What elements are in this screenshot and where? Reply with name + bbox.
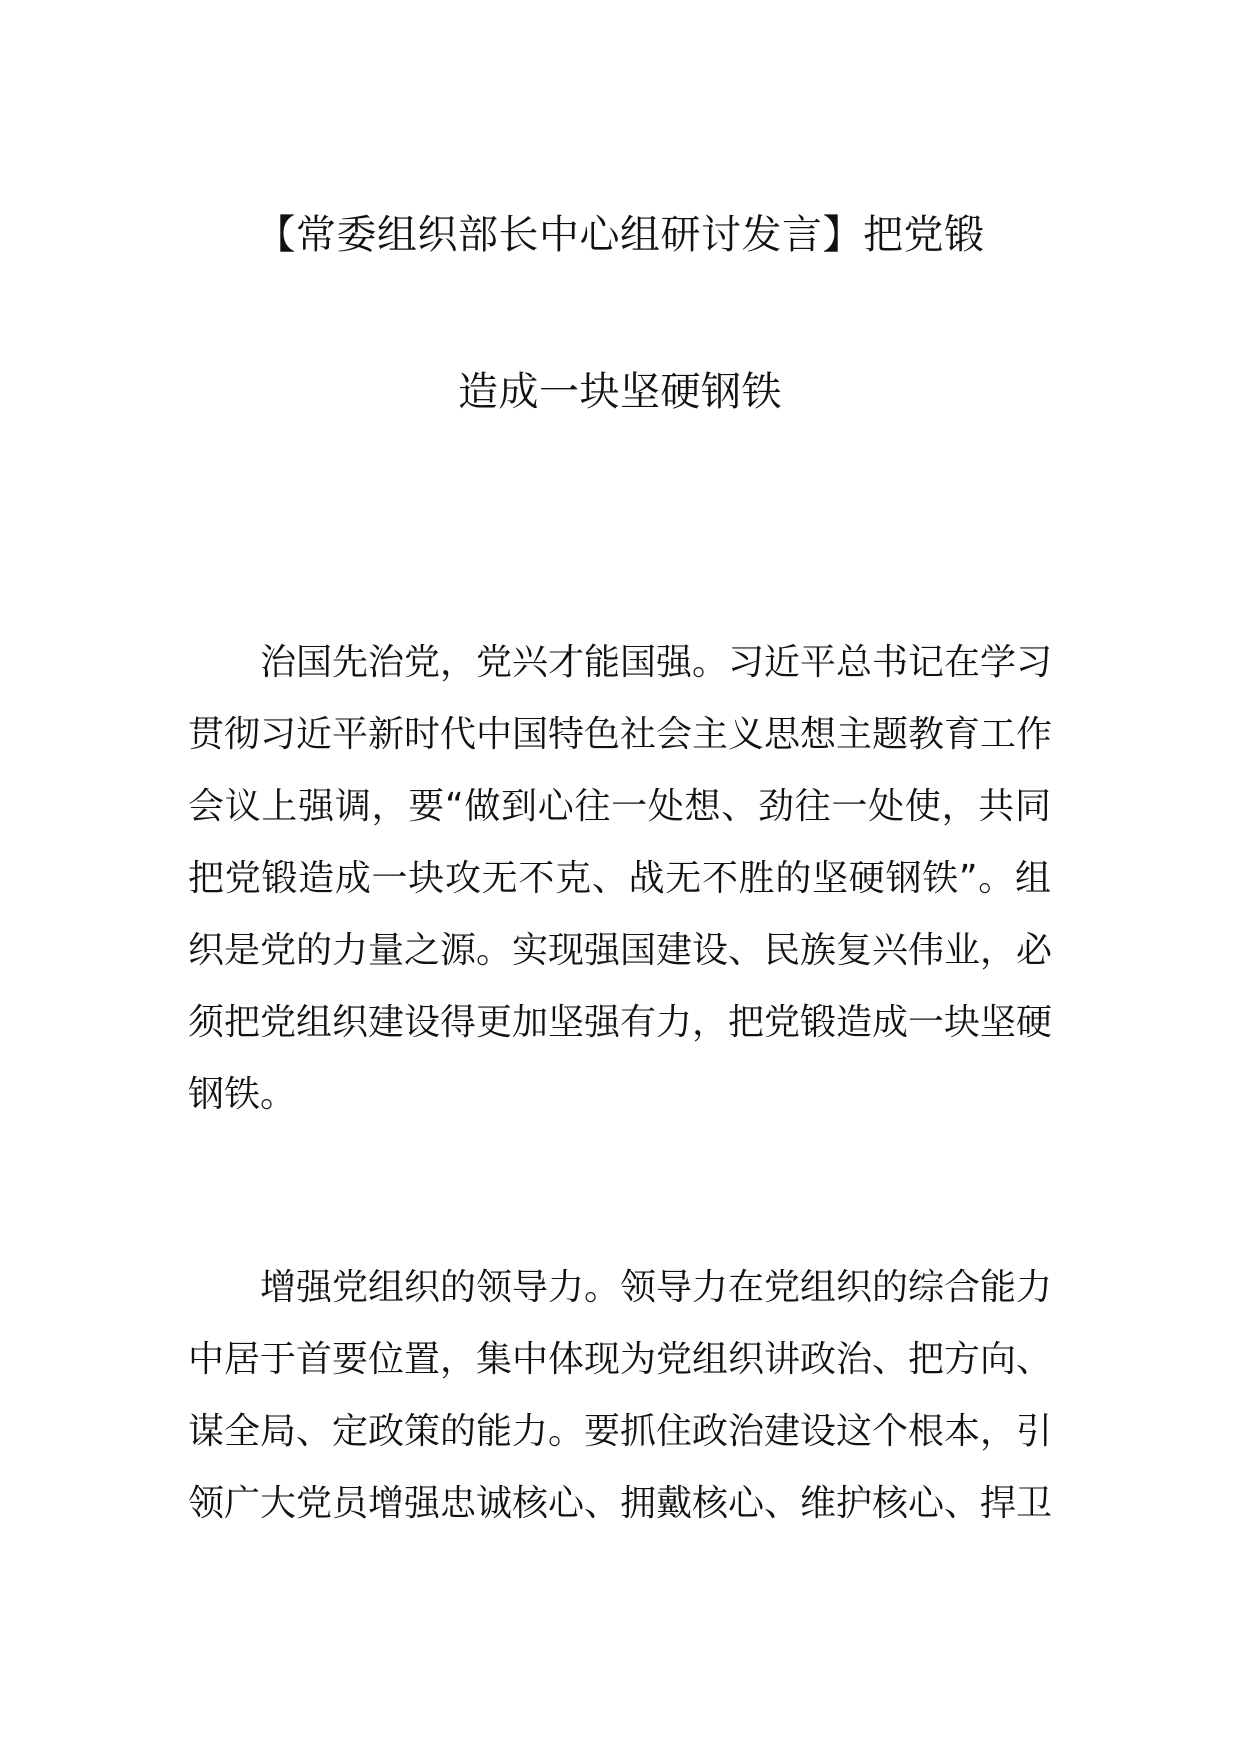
document-title-line-2: 造成一块坚硬钢铁 xyxy=(458,369,782,415)
paragraph-1-line-3: 会议上强调，要“做到心往一处想、劲往一处使，共同 xyxy=(188,786,1051,827)
paragraph-1-line-2: 贯彻习近平新时代中国特色社会主义思想主题教育工作 xyxy=(188,714,1053,755)
paragraph-2-line-3: 谋全局、定政策的能力。要抓住政治建设这个根本，引 xyxy=(188,1411,1053,1452)
paragraph-2-line-1: 增强党组织的领导力。领导力在党组织的综合能力 xyxy=(260,1267,1053,1308)
paragraph-1-line-5: 织是党的力量之源。实现强国建设、民族复兴伟业，必 xyxy=(188,930,1053,971)
document-title-line-1: 【常委组织部长中心组研讨发言】把党锻 xyxy=(255,212,985,258)
paragraph-2-line-2: 中居于首要位置，集中体现为党组织讲政治、把方向、 xyxy=(188,1339,1053,1380)
paragraph-2-line-4: 领广大党员增强忠诚核心、拥戴核心、维护核心、捍卫 xyxy=(188,1483,1053,1524)
paragraph-1-line-6: 须把党组织建设得更加坚强有力，把党锻造成一块坚硬 xyxy=(188,1002,1053,1043)
paragraph-1-line-1: 治国先治党，党兴才能国强。习近平总书记在学习 xyxy=(260,642,1053,683)
paragraph-1-line-4: 把党锻造成一块攻无不克、战无不胜的坚硬钢铁”。组 xyxy=(188,858,1051,899)
paragraph-1-line-7: 钢铁。 xyxy=(188,1074,297,1115)
